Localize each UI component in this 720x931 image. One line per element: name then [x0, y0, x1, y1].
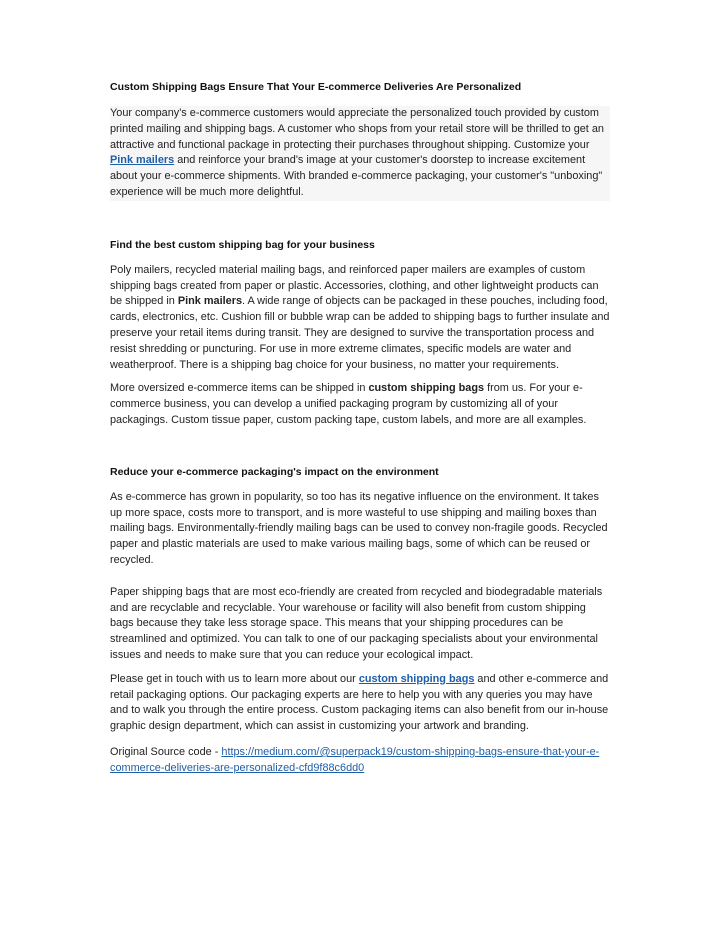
- pink-mailers-bold: Pink mailers: [177, 295, 242, 308]
- source-paragraph: [110, 745, 610, 777]
- document-page: [0, 80, 720, 931]
- text-span: Your company's e-commerce customers would appreciate the personalized touch provided by custom printed mailing and shipping bags. A customer who shops from your retail store will be thrilled to get an attractive and functional package in protecting their purchases throughout shipping. Customize your: [110, 107, 604, 151]
- text-span: and reinforce your brand's image at your customer's doorstep to increase excitement about your e-commerce shipments. With branded e-commerce packaging, your customer's "unboxing" experience will be much more delightful.: [110, 154, 603, 198]
- text-span: More oversized e-commerce items can be shipped in: [110, 382, 369, 395]
- source-url-link[interactable]: https://medium.com/@superpack19/custom-shipping-bags-ensure-that-your-e-commerce-deliveries-are-personalized-cfd9f88c6dd0: [110, 745, 600, 774]
- text-span: and other e-commerce and retail packaging options. Our packaging experts are here to help you with any queries you may have and to walk you through the entire process. Custom packaging items can also benefit from our in-house graphic design department, which can assist in customizing your artwork and branding.: [110, 672, 609, 733]
- source-label: Original Source code -: [110, 745, 222, 758]
- text-span: from us. For your e-commerce business, you can develop a unified packaging program by customizing all of your packagings. Custom tissue paper, custom packing tape, custom labels, and more are all examples.: [110, 382, 587, 426]
- intro-paragraph: [110, 106, 610, 201]
- text-span: Please get in touch with us to learn more about our: [110, 672, 359, 685]
- environment-paragraph: As e-commerce has grown in popularity, so too has its negative influence on the environment. It takes up more space, costs more to transport, and is more wasteful to use shipping and mailing boxes than mailing bags. Environmentally-friendly mailing bags can be used to convey non-fragile goods. Recycled paper and plastic materials are used to make various mailing bags, some of which can be reused or recycled.: [110, 490, 608, 566]
- eco-friendly-paragraph: Paper shipping bags that are most eco-friendly are created from recycled and biodegradable materials and are recyclable and recyclable. Your warehouse or facility will also benefit from custom shipping bags because they take less storage space. This means that your shipping procedures can be streamlined and optimized. You can talk to one of our packaging specialists about your environmental issues and needs to make sure that you can reduce your ecological impact.: [110, 585, 603, 661]
- custom-shipping-bags-bold: custom shipping bags: [368, 382, 485, 395]
- custom-shipping-bags-link[interactable]: custom shipping bags: [358, 672, 475, 685]
- contact-paragraph: [110, 672, 610, 735]
- section-heading-environment: Reduce your e-commerce packaging's impact on the environment: [110, 465, 439, 478]
- text-span: Poly mailers, recycled material mailing bags, and reinforced paper mailers are examples of custom shipping bags created from paper or plastic. Accessories, clothing, and other lightweight products can be shipped in: [110, 263, 599, 308]
- poly-mailers-paragraph: [110, 263, 610, 374]
- pink-mailers-link[interactable]: Pink mailers: [110, 154, 175, 167]
- text-span: . A wide range of objects can be packaged in these pouches, including food, cards, electronics, etc. Cushion fill or bubble wrap can be added to shipping bags to further insulate and preserve your retail items during transit. They are designed to survive the transportation process and resist shredding or puncturing. For use in more extreme climates, specific models are water and weatherproof. There is a shipping bag choice for your business, no matter your requirements.: [110, 295, 610, 371]
- section-heading-personalized: Custom Shipping Bags Ensure That Your E-commerce Deliveries Are Personalized: [110, 81, 522, 93]
- section-heading-find-bag: Find the best custom shipping bag for your business: [110, 238, 375, 251]
- oversized-items-paragraph: [110, 381, 610, 428]
